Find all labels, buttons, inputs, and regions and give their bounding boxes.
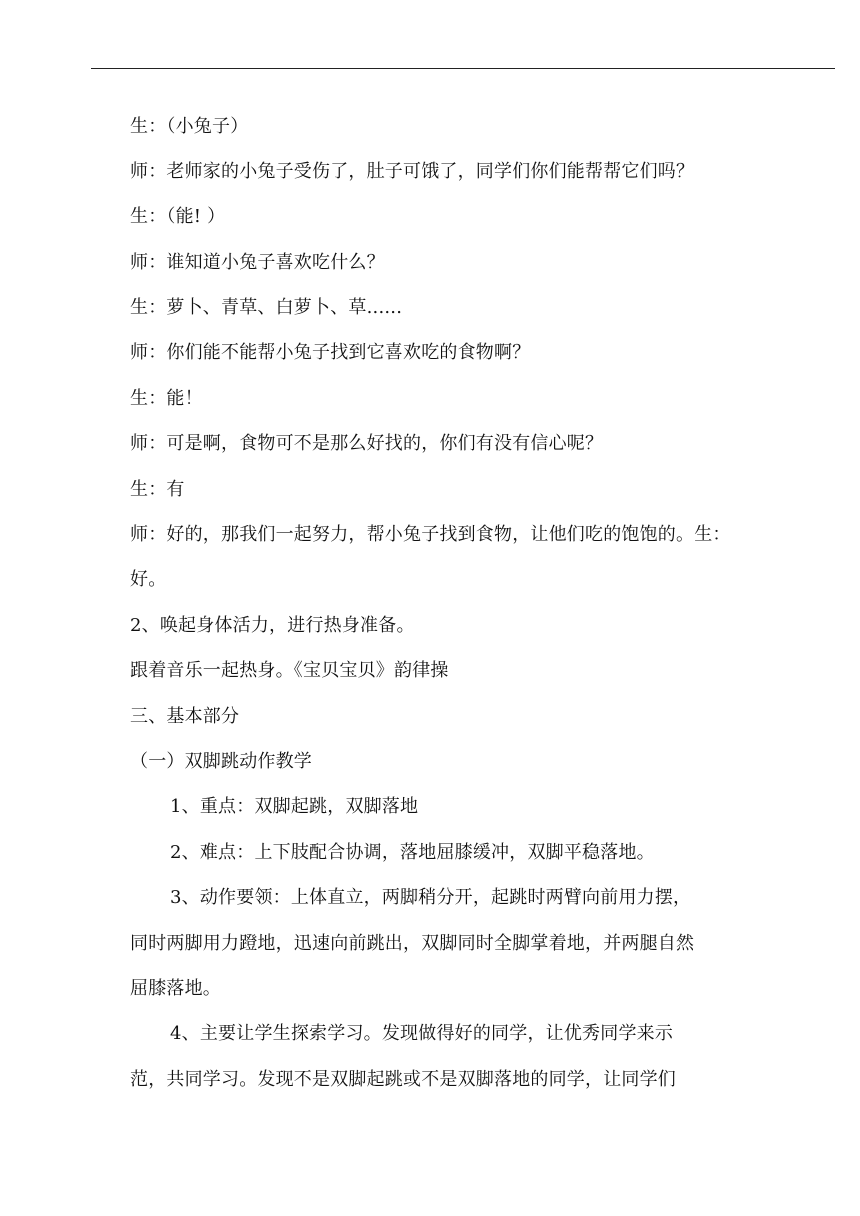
list-item: 3、动作要领：上体直立，两脚稍分开，起跳时两臂向前用力摆，	[170, 887, 692, 908]
paragraph-line: 范，共同学习。发现不是双脚起跳或不是双脚落地的同学，让同学们	[130, 1069, 676, 1090]
dialogue-line: 生：有	[130, 479, 185, 500]
list-item: 1、重点：双脚起跳，双脚落地	[170, 796, 419, 817]
dialogue-line: 师：好的，那我们一起努力，帮小兔子找到食物，让他们吃的饱饱的。生：	[130, 524, 731, 545]
header-rule	[91, 68, 835, 69]
dialogue-line: 生：（小兔子）	[130, 116, 249, 137]
section-heading: 三、基本部分	[130, 706, 240, 727]
dialogue-line: 师：可是啊，食物可不是那么好找的，你们有没有信心呢？	[130, 433, 604, 454]
subsection-heading: （一）双脚跳动作教学	[130, 751, 312, 772]
dialogue-line: 生：（能! ）	[130, 206, 226, 227]
dialogue-line: 生：能！	[130, 388, 203, 409]
dialogue-line: 师：谁知道小兔子喜欢吃什么？	[130, 252, 385, 273]
dialogue-line: 师：你们能不能帮小兔子找到它喜欢吃的食物啊？	[130, 342, 531, 363]
dialogue-line: 生：萝卜、青草、白萝卜、草......	[130, 297, 403, 318]
paragraph-line: 屈膝落地。	[130, 978, 221, 999]
dialogue-line: 师：老师家的小兔子受伤了，肚子可饿了，同学们你们能帮帮它们吗？	[130, 161, 695, 182]
paragraph-line: 同时两脚用力蹬地，迅速向前跳出，双脚同时全脚掌着地，并两腿自然	[130, 933, 695, 954]
list-item: 2、难点：上下肢配合协调，落地屈膝缓冲，双脚平稳落地。	[170, 842, 655, 863]
paragraph-line: 跟着音乐一起热身。《宝贝宝贝》韵律操	[130, 660, 449, 681]
dialogue-line: 好。	[130, 569, 167, 590]
list-item: 4、主要让学生探索学习。发现做得好的同学，让优秀同学来示	[170, 1023, 674, 1044]
section-step: 2、唤起身体活力，进行热身准备。	[130, 615, 415, 636]
